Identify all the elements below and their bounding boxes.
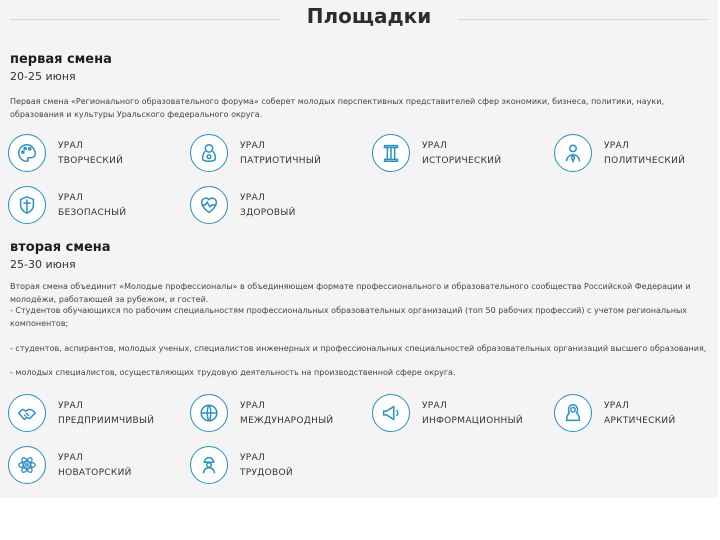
shift1-dates: 20-25 июня (10, 70, 76, 83)
platform-card-informatsionny[interactable] (372, 394, 552, 438)
megaphone-icon (372, 394, 410, 432)
platform-label-line1: УРАЛ (240, 401, 266, 411)
platform-card-zdorovy[interactable] (190, 186, 370, 230)
header (0, 4, 718, 32)
platform-label-line2: БЕЗОПАСНЫЙ (58, 208, 127, 218)
platform-card-arkticheskiy[interactable] (554, 394, 720, 438)
shift2-item-1: - Студентов обучающихся по рабочим специальностям профессиональных образовательных организаций (топ 50 рабочих профессий) с учетом региональных компонентов; (10, 306, 688, 328)
heart-pulse-icon (190, 186, 228, 224)
shift1-description: Первая смена «Регионального образовательного форума» соберет молодых перспективных представителей сфер экономики, бизнеса, политики, науки, образования и культуры Уральского федерального округа. (10, 97, 664, 119)
platform-label-line1: УРАЛ (422, 401, 448, 411)
platform-card-predpriimchivy[interactable] (8, 394, 188, 438)
shift2-dates: 25-30 июня (10, 258, 76, 271)
platform-label-line2: НОВАТОРСКИЙ (58, 468, 132, 478)
page-title: Площадки (306, 4, 432, 28)
header-divider-left (10, 19, 280, 20)
platform-label-line2: ТВОРЧЕСКИЙ (58, 156, 124, 166)
matryoshka-icon (190, 134, 228, 172)
shift2-title: вторая смена (10, 240, 111, 255)
platform-label-line1: УРАЛ (58, 193, 84, 203)
arctic-figure-icon (554, 394, 592, 432)
shift2-item-2: - студентов, аспирантов, молодых ученых, специалистов инженерных и профессиональных специальностей образовательных организаций высшего образования, (10, 344, 707, 353)
shift1-title: первая смена (10, 52, 112, 67)
platform-label-line2: ЗДОРОВЫЙ (240, 208, 296, 218)
platform-label-line2: ПОЛИТИЧЕСКИЙ (604, 156, 686, 166)
politician-icon (554, 134, 592, 172)
platform-label-line2: ИНФОРМАЦИОННЫЙ (422, 416, 523, 426)
platform-card-patriotichny[interactable] (190, 134, 370, 178)
platform-label-line1: УРАЛ (240, 141, 266, 151)
platform-label-line2: ТРУДОВОЙ (240, 468, 293, 478)
header-divider-right (458, 19, 708, 20)
platform-label-line1: УРАЛ (422, 141, 448, 151)
platform-card-bezopasny[interactable] (8, 186, 188, 230)
shield-icon (8, 186, 46, 224)
platform-card-mezhdunarodny[interactable] (190, 394, 370, 438)
platform-label-line2: МЕЖДУНАРОДНЫЙ (240, 416, 334, 426)
platform-card-istoricheskiy[interactable] (372, 134, 552, 178)
platform-label-line1: УРАЛ (240, 193, 266, 203)
handshake-icon (8, 394, 46, 432)
globe-icon (190, 394, 228, 432)
palette-icon (8, 134, 46, 172)
platform-label-line1: УРАЛ (604, 401, 630, 411)
platform-card-politicheskiy[interactable] (554, 134, 720, 178)
shift2-description: Вторая смена объединит «Молодые профессионалы» в объединяющем формате профессионального и образовательного сообщества Российской Федерации и молодёжи, работающей за рубежом, и гостей. (10, 282, 691, 304)
platform-label-line1: УРАЛ (58, 141, 84, 151)
platform-label-line2: ИСТОРИЧЕСКИЙ (422, 156, 502, 166)
platform-card-tvorcheskiy[interactable] (8, 134, 188, 178)
platform-label-line2: ПРЕДПРИИМЧИВЫЙ (58, 416, 155, 426)
shift2-item-3: - молодых специалистов, осуществляющих трудовую деятельность на производственной сфере округа. (10, 368, 456, 377)
platform-label-line1: УРАЛ (240, 453, 266, 463)
column-icon (372, 134, 410, 172)
platform-label-line1: УРАЛ (58, 401, 84, 411)
worker-icon (190, 446, 228, 484)
platform-label-line1: УРАЛ (58, 453, 84, 463)
platform-card-trudovoy[interactable] (190, 446, 370, 490)
platform-card-novatorskiy[interactable] (8, 446, 188, 490)
atom-icon (8, 446, 46, 484)
platform-label-line1: УРАЛ (604, 141, 630, 151)
platform-label-line2: ПАТРИОТИЧНЫЙ (240, 156, 322, 166)
platform-label-line2: АРКТИЧЕСКИЙ (604, 416, 676, 426)
